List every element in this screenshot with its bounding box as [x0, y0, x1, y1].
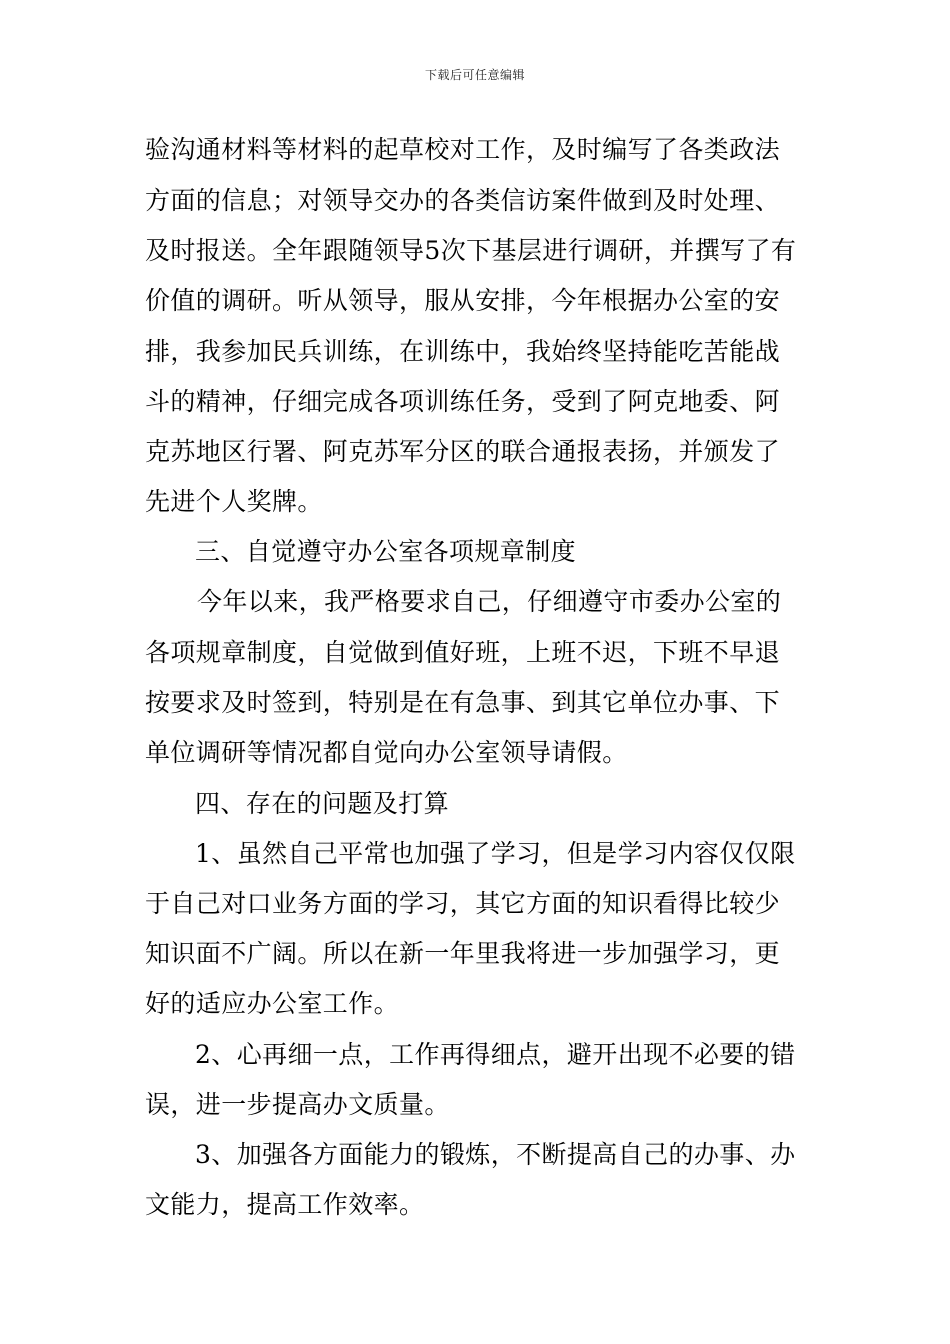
body-line: 方面的信息；对领导交办的各类信访案件做到及时处理、	[145, 186, 781, 215]
body-line: 2、心再细一点，工作再得细点，避开出现不必要的错	[195, 1040, 796, 1069]
section-heading-4: 四、存在的问题及打算	[195, 789, 450, 818]
body-line: 先进个人奖牌。	[145, 487, 323, 516]
body-line: 斗的精神，仔细完成各项训练任务，受到了阿克地委、阿	[145, 387, 781, 416]
body-line: 知识面不广阔。所以在新一年里我将进一步加强学习，更	[145, 939, 781, 968]
body-line: 按要求及时签到，特别是在有急事、到其它单位办事、下	[145, 688, 781, 717]
body-line: 文能力，提高工作效率。	[145, 1190, 425, 1219]
body-line: 单位调研等情况都自觉向办公室领导请假。	[145, 738, 628, 767]
body-line: 各项规章制度，自觉做到值好班，上班不迟，下班不早退	[145, 638, 781, 667]
body-line: 验沟通材料等材料的起草校对工作，及时编写了各类政法	[145, 135, 781, 164]
header-note: 下载后可任意编辑	[424, 68, 525, 82]
section-heading-3: 三、自觉遵守办公室各项规章制度	[195, 537, 577, 566]
body-line: 3、加强各方面能力的锻炼，不断提高自己的办事、办	[195, 1140, 796, 1169]
body-line: 价值的调研。听从领导，服从安排，今年根据办公室的安	[145, 286, 781, 315]
body-line: 1、虽然自己平常也加强了学习，但是学习内容仅仅限	[195, 839, 796, 868]
body-line: 于自己对口业务方面的学习，其它方面的知识看得比较少	[145, 889, 781, 918]
body-line: 好的适应办公室工作。	[145, 989, 400, 1018]
body-line: 克苏地区行署、阿克苏军分区的联合通报表扬，并颁发了	[145, 437, 781, 466]
body-line: 误，进一步提高办文质量。	[145, 1090, 450, 1119]
body-line: 今年以来，我严格要求自己，仔细遵守市委办公室的	[197, 587, 782, 616]
body-line: 及时报送。全年跟随领导5次下基层进行调研，并撰写了有	[145, 236, 797, 265]
body-line: 排，我参加民兵训练，在训练中，我始终坚持能吃苦能战	[145, 337, 781, 366]
